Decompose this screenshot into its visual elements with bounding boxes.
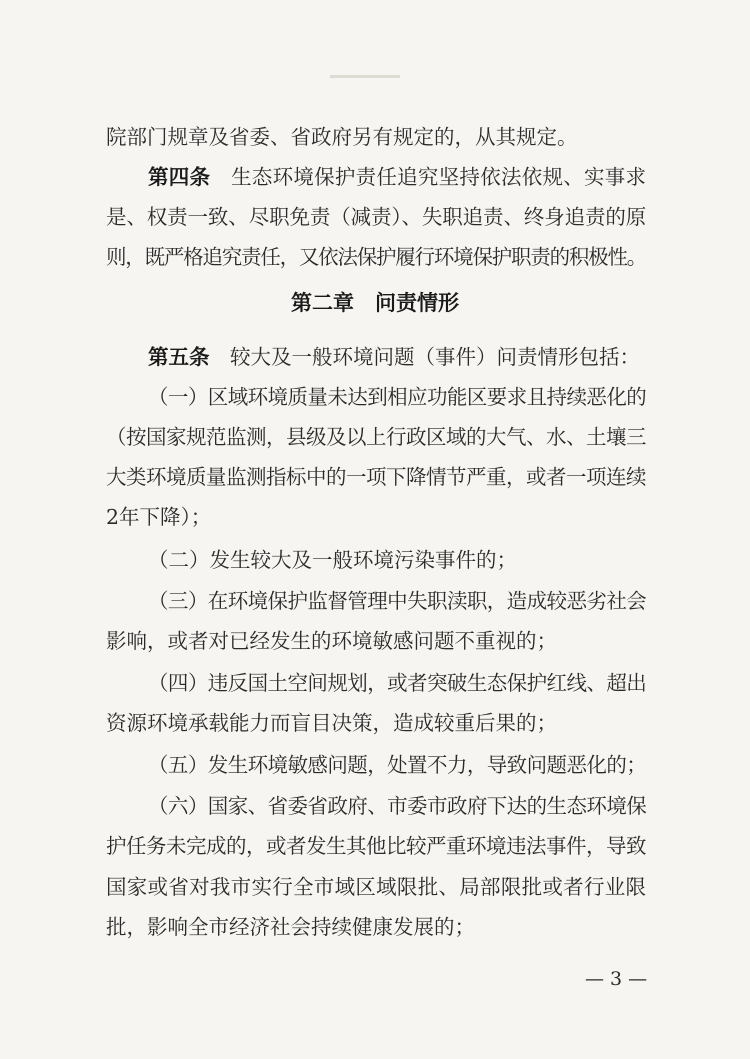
- text-line: 是、权责一致、尽职免责（减责）、失职追责、终身追责的原: [106, 205, 646, 229]
- text: 较大及一般环境问题（事件）问责情形包括：: [230, 345, 640, 369]
- text-line: （一）区域环境质量未达到相应功能区要求且持续恶化的: [148, 385, 646, 409]
- text-line: 批，影响全市经济社会持续健康发展的；: [106, 915, 475, 939]
- text: 生态环境保护责任追究坚持依法依规、实事求: [231, 165, 647, 189]
- article-4-label: 第四条: [148, 165, 211, 189]
- article-5-label: 第五条: [148, 345, 210, 369]
- text-line: 则，既严格追究责任，又依法保护履行环境保护职责的积极性。: [106, 245, 646, 269]
- text-line: 护任务未完成的，或者发生其他比较严重环境违法事件，导致: [106, 834, 646, 858]
- text-line: （四）违反国土空间规划，或者突破生态保护红线、超出: [148, 671, 646, 695]
- chapter-title: 第二章 问责情形: [291, 290, 459, 315]
- text-line: （三）在环境保护监督管理中失职渎职，造成较恶劣社会: [148, 589, 646, 613]
- text-line: 2年下降）；: [106, 505, 212, 529]
- text-line: （五）发生环境敏感问题，处置不力，导致问题恶化的；: [148, 753, 646, 777]
- text-line: 影响，或者对已经发生的环境敏感问题不重视的；: [106, 629, 557, 653]
- text-line: 大类环境质量监测指标中的一项下降情节严重，或者一项连续: [106, 465, 646, 489]
- scan-bleed-mark: [330, 75, 400, 78]
- text-line: （六）国家、省委省政府、市委市政府下达的生态环境保: [148, 794, 646, 818]
- page-number: — 3 —: [585, 968, 648, 990]
- article-4-line: [148, 164, 646, 190]
- text-line: （按国家规范监测，县级及以上行政区域的大气、水、土壤三: [106, 425, 646, 449]
- text-line: 院部门规章及省委、省政府另有规定的，从其规定。: [106, 125, 578, 149]
- text-line: 国家或省对我市实行全市域区域限批、局部限批或者行业限: [106, 875, 646, 899]
- text-line: （二）发生较大及一般环境污染事件的；: [148, 548, 517, 572]
- article-5-line: [148, 344, 646, 370]
- text-line: 资源环境承载能力而盲目决策，造成较重后果的；: [106, 711, 557, 735]
